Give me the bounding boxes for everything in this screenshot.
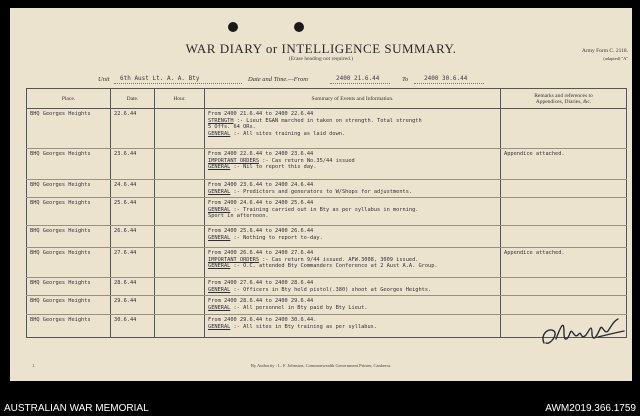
form-ref-sub: (adapted) ''A'' (603, 56, 628, 61)
form-reference (550, 48, 628, 62)
document-subtitle: (Erase heading not required.) (288, 56, 354, 62)
row-date: 26.6.44 (111, 226, 155, 248)
row-place: BHQ Georges Heights (27, 248, 111, 278)
summary-line: From 2400 22.6.44 to 2400 23.6.44 (208, 151, 314, 157)
form-ref-label: Army Form C. 2118. (581, 48, 628, 54)
row-hour (155, 226, 205, 248)
summary-line: GENERAL :- O.C. attended Bty Commanders Conference at 2 Aust A.A. Group. (208, 263, 438, 270)
row-remarks (501, 278, 627, 296)
diary-row (27, 180, 627, 198)
row-date: 30.6.44 (111, 315, 155, 338)
document-title: WAR DIARY or INTELLIGENCE SUMMARY. (185, 41, 457, 56)
row-place: BHQ Georges Heights (27, 198, 111, 226)
row-remarks: Appendice attached. (501, 248, 627, 278)
col-remarks-line2: Appendices, Diaries, &c. (535, 98, 592, 105)
row-place: BHQ Georges Heights (27, 149, 111, 180)
archive-name: AUSTRALIAN WAR MEMORIAL (4, 403, 149, 414)
summary-line: From 2400 21.6.44 to 2400 22.6.44 (208, 111, 314, 117)
summary-line: From 2400 24.6.44 to 2400 25.6.44 (208, 200, 314, 207)
summary-line: Sport in afternoon. (208, 213, 269, 220)
summary-line: GENERAL :- Nothing to report to-day. (208, 234, 323, 241)
row-place: BHQ Georges Heights (27, 315, 111, 338)
row-remarks (501, 198, 627, 226)
row-remarks: Appendice attached. (501, 149, 627, 180)
signature (538, 313, 628, 353)
date-label: Date and Time.—From (248, 76, 308, 83)
summary-line: From 2400 25.6.44 to 2400 26.6.44 (208, 228, 314, 235)
summary-line: GENERAL :- Officers in Bty held pistol(.380) shoot at Georges Heights. (208, 286, 432, 293)
row-hour (155, 248, 205, 278)
row-date: 25.6.44 (111, 198, 155, 226)
diary-row (27, 198, 627, 226)
to-label: To (402, 76, 409, 83)
diary-sheet (10, 8, 632, 381)
summary-line: 5 Offs. 64 ORs. (208, 124, 256, 131)
row-summary (205, 180, 501, 198)
summary-line: GENERAL :- Predictors and generators to W/Shops for adjustments. (208, 188, 413, 195)
summary-line: From 2400 26.6.44 to 2400 27.6.44 (208, 250, 314, 257)
row-hour (155, 278, 205, 296)
col-remarks (501, 89, 627, 109)
row-summary (205, 198, 501, 226)
summary-line: IMPORTANT ORDERS :- Cas return No.35/44 issued (208, 157, 355, 164)
col-remarks-line1: Remarks and references to (534, 92, 593, 99)
dotted-rule (330, 83, 390, 84)
diary-row (27, 226, 627, 248)
row-remarks (501, 226, 627, 248)
date-to: 2400 30.6.44 (424, 75, 468, 82)
row-date: 27.6.44 (111, 248, 155, 278)
summary-line: STRENGTH :- Lieut EGAN marched in taken on strength. Total strength (208, 117, 422, 124)
row-date: 24.6.44 (111, 180, 155, 198)
summary-line: GENERAL :- All sites in Bty training as per syllabus. (208, 323, 378, 330)
summary-line: IMPORTANT ORDERS :- Cas return 9/44 issued. AFW.3008, 3009 issued. (208, 256, 419, 263)
page-number: 1. (32, 363, 36, 368)
row-place: BHQ Georges Heights (27, 278, 111, 296)
row-hour (155, 149, 205, 180)
punch-hole (228, 22, 238, 32)
row-date: 23.6.44 (111, 149, 155, 180)
summary-line: GENERAL :- Training carried out in Bty as per syllabus in morning. (208, 206, 419, 213)
row-summary (205, 248, 501, 278)
summary-line: GENERAL :- All sites training as laid down. (208, 130, 346, 137)
archive-footer (0, 402, 640, 416)
dotted-rule (114, 83, 242, 84)
row-place: BHQ Georges Heights (27, 296, 111, 315)
diary-row (27, 149, 627, 180)
diary-row (27, 109, 627, 149)
punch-hole (294, 22, 304, 32)
diary-row (27, 248, 627, 278)
row-place: BHQ Georges Heights (27, 109, 111, 149)
summary-line: From 2400 28.6.44 to 2400 29.6.44 (208, 298, 314, 305)
diary-body (27, 109, 627, 338)
row-date: 29.6.44 (111, 296, 155, 315)
summary-line: GENERAL :- Nil to report this day. (208, 164, 317, 171)
col-date: Date. (111, 89, 155, 109)
row-summary (205, 149, 501, 180)
unit-value: 6th Aust Lt. A. A. Bty (120, 75, 200, 82)
row-place: BHQ Georges Heights (27, 226, 111, 248)
unit-line (10, 74, 632, 86)
dotted-rule (414, 83, 484, 84)
archive-accession: AWM2019.366.1759 (545, 403, 636, 414)
printer-credit: By Authority : L. F. Johnston, Commonwealth Government Printer, Canberra. (250, 363, 392, 368)
row-hour (155, 315, 205, 338)
col-hour: Hour. (155, 89, 205, 109)
header-row (27, 89, 627, 109)
row-hour (155, 296, 205, 315)
unit-label: Unit (98, 76, 110, 83)
summary-line: GENERAL :- All personnel in Bty paid by Bty Lieut. (208, 304, 368, 311)
row-summary (205, 109, 501, 149)
row-summary (205, 296, 501, 315)
summary-line: From 2400 29.6.44 to 2400 30.6.44. (208, 317, 317, 324)
summary-line: From 2400 27.6.44 to 2400 28.6.44 (208, 280, 314, 287)
row-summary (205, 315, 501, 338)
row-hour (155, 180, 205, 198)
diary-row (27, 315, 627, 338)
diary-table (26, 88, 627, 338)
row-summary (205, 278, 501, 296)
diary-row (27, 278, 627, 296)
col-summary: Summary of Events and Information. (205, 89, 501, 109)
row-summary (205, 226, 501, 248)
row-date: 22.6.44 (111, 109, 155, 149)
row-remarks (501, 180, 627, 198)
diary-row (27, 296, 627, 315)
date-from: 2400 21.6.44 (336, 75, 380, 82)
summary-line: From 2400 23.6.44 to 2400 24.6.44 (208, 182, 314, 188)
col-place: Place. (27, 89, 111, 109)
row-remarks (501, 109, 627, 149)
row-hour (155, 198, 205, 226)
row-date: 28.6.44 (111, 278, 155, 296)
row-hour (155, 109, 205, 149)
row-place: BHQ Georges Heights (27, 180, 111, 198)
